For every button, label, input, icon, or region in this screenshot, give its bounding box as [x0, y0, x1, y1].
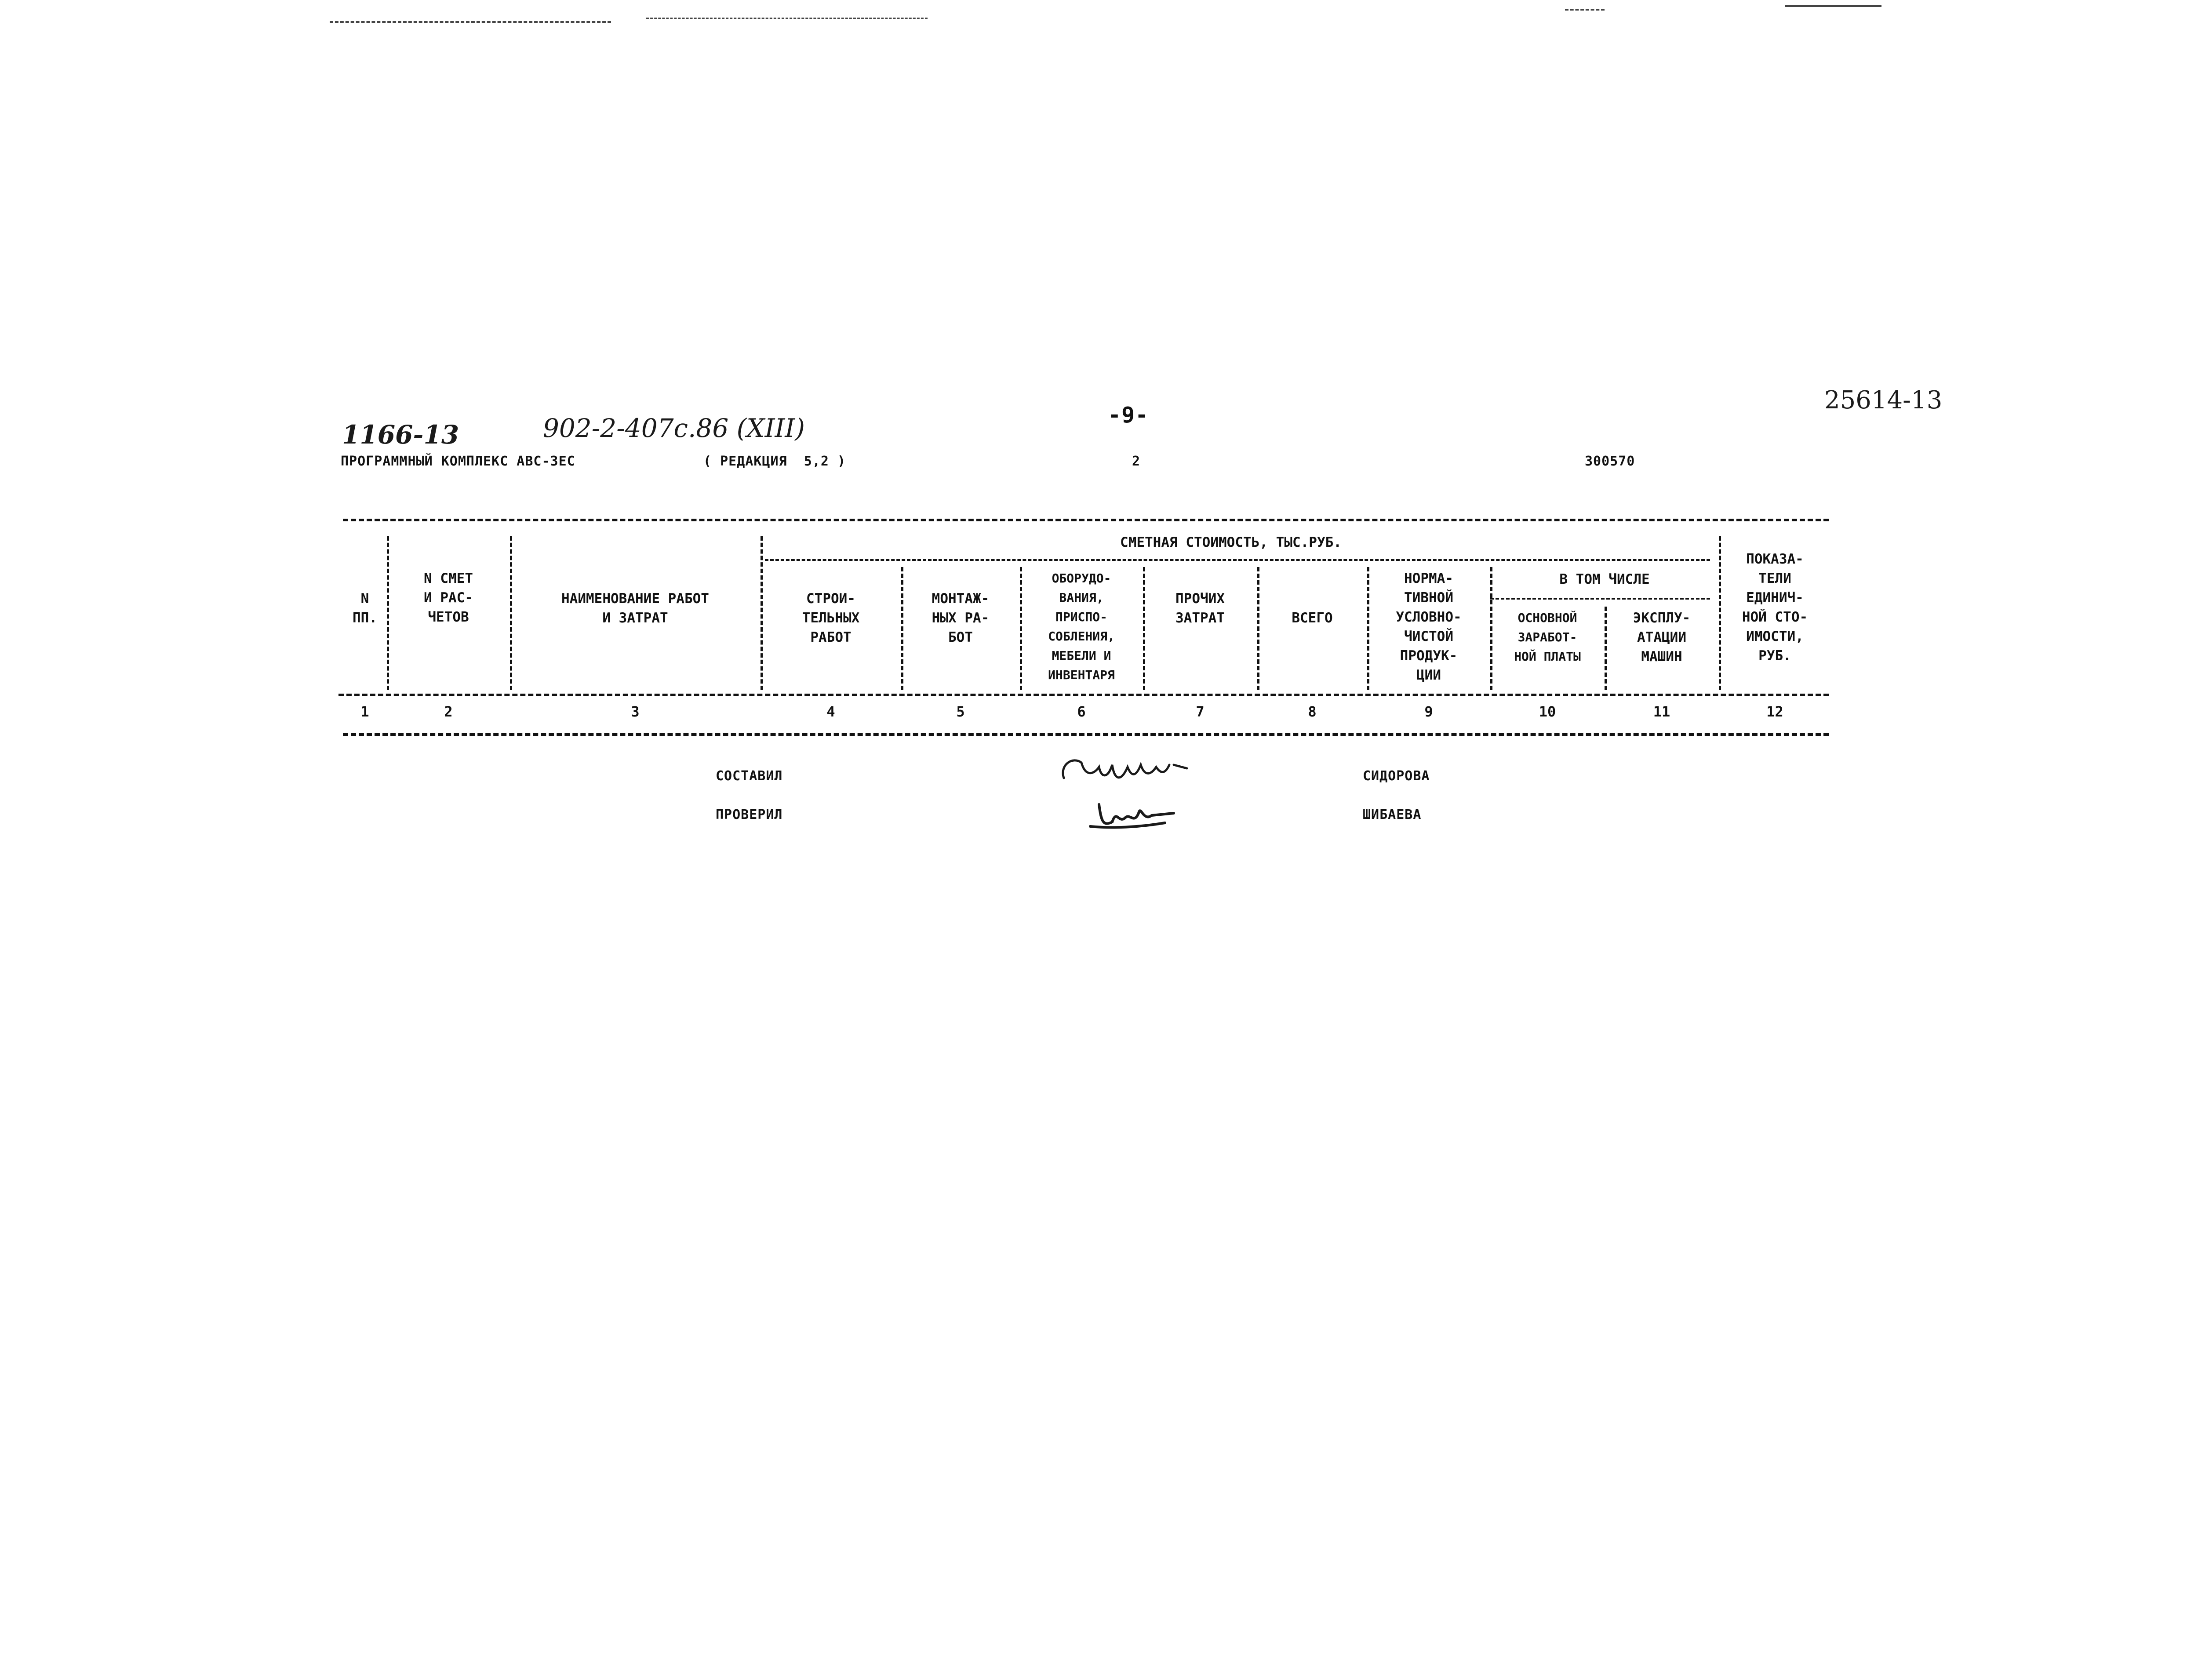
checked-by-name: ШИБАЕВА: [1363, 807, 1422, 822]
column-number: 2: [444, 703, 453, 720]
header-right-value: 300570: [1585, 454, 1635, 469]
header-middle-value: 2: [1132, 454, 1141, 469]
inventory-number-right: 25614-13: [1824, 386, 1943, 415]
checked-signature-mark: [1086, 796, 1191, 835]
column-separator: [1143, 567, 1145, 690]
table-top-rule: [343, 519, 1829, 521]
column-number: 12: [1766, 703, 1783, 720]
subgroup-rule: [1490, 598, 1710, 600]
scan-edge-mark: [646, 18, 928, 19]
column-header: ПОКАЗА- ТЕЛИ ЕДИНИЧ- НОЙ СТО- ИМОСТИ, РУБ.: [1742, 551, 1808, 664]
subgroup-header-including: В ТОМ ЧИСЛЕ: [1559, 571, 1650, 587]
column-number: 3: [631, 703, 640, 720]
compiled-by-label: СОСТАВИЛ: [716, 768, 783, 784]
column-number: 7: [1196, 703, 1205, 720]
column-header: N ПП.: [353, 591, 377, 626]
column-header: МОНТАЖ- НЫХ РА- БОТ: [932, 591, 990, 645]
column-header: N СМЕТ И РАС- ЧЕТОВ: [424, 571, 473, 625]
column-number: 6: [1077, 703, 1086, 720]
column-number: 1: [360, 703, 369, 720]
column-number: 4: [826, 703, 835, 720]
checked-signature: [1086, 796, 1191, 835]
page-number: -9-: [1108, 402, 1149, 428]
header-bottom-rule: [338, 694, 1829, 696]
compiled-by-name: СИДОРОВА: [1363, 768, 1430, 784]
scan-edge-mark: [1565, 9, 1605, 11]
column-header: ОСНОВНОЙ ЗАРАБОТ- НОЙ ПЛАТЫ: [1514, 611, 1581, 664]
column-header: ПРОЧИХ ЗАТРАТ: [1175, 591, 1225, 626]
inventory-number-left: 1166-13: [342, 420, 459, 450]
column-number: 11: [1653, 703, 1670, 720]
column-header: ЭКСПЛУ- АТАЦИИ МАШИН: [1633, 610, 1691, 665]
column-header: НАИМЕНОВАНИЕ РАБОТ И ЗАТРАТ: [561, 591, 709, 626]
column-number: 10: [1539, 703, 1556, 720]
document-code: 902-2-407с.86 (XIII): [543, 413, 805, 443]
group-header-estimated-cost: СМЕТНАЯ СТОИМОСТЬ, ТЫС.РУБ.: [1120, 535, 1342, 550]
checked-by-label: ПРОВЕРИЛ: [716, 807, 783, 822]
column-number: 9: [1424, 703, 1433, 720]
column-number: 8: [1308, 703, 1317, 720]
numbering-bottom-rule: [343, 733, 1829, 736]
column-header: ОБОРУДО- ВАНИЯ, ПРИСПО- СОБЛЕНИЯ, МЕБЕЛИ И ИНВЕНТАРЯ: [1048, 571, 1115, 682]
column-header: СТРОИ- ТЕЛЬНЫХ РАБОТ: [802, 591, 860, 645]
edition-label: ( РЕДАКЦИЯ 5,2 ): [703, 454, 846, 469]
column-separator: [1257, 567, 1259, 690]
column-header: ВСЕГО: [1292, 610, 1333, 626]
group-rule: [765, 559, 1710, 561]
compiled-signature: [1055, 747, 1222, 791]
program-name: ПРОГРАММНЫЙ КОМПЛЕКС АВС-ЗЕС: [341, 454, 575, 469]
compiled-signature-mark: [1055, 747, 1222, 791]
column-header: НОРМА- ТИВНОЙ УСЛОВНО- ЧИСТОЙ ПРОДУК- ЦИИ: [1396, 571, 1462, 683]
scan-edge-mark: [1785, 5, 1881, 7]
scan-edge-mark: [330, 21, 611, 23]
column-number: 5: [956, 703, 965, 720]
